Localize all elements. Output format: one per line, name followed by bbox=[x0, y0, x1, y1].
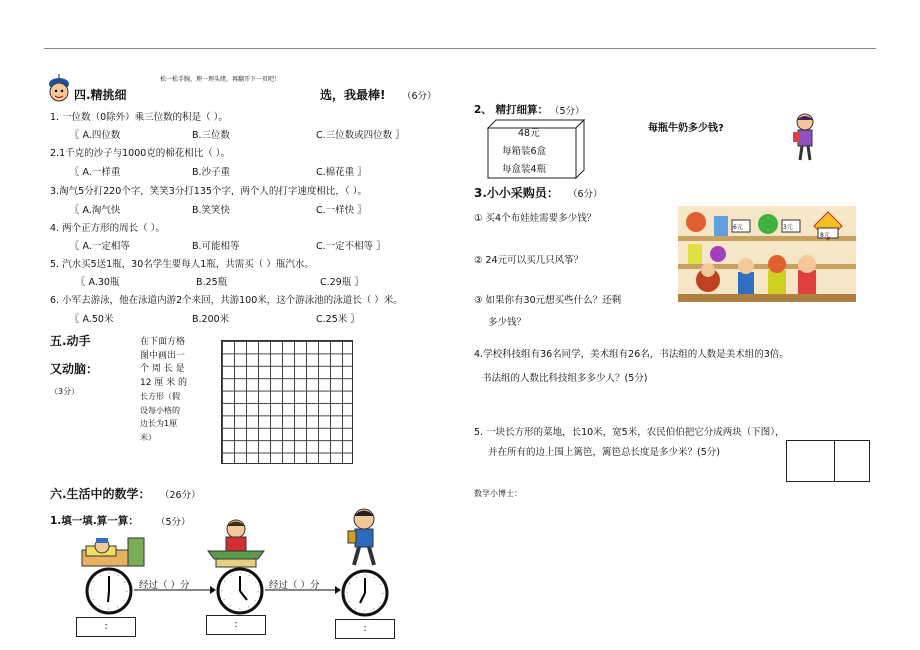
time-answer-box[interactable]: : bbox=[76, 617, 136, 637]
sec5-instr-line: 设每小格的 bbox=[140, 405, 180, 415]
r-q2-title: 2、 精打细算： bbox=[474, 104, 548, 116]
r-q3-3b: 多少钱？ bbox=[488, 317, 527, 328]
r-q3-1: ① 买4个布娃娃需要多少钱？ bbox=[474, 213, 597, 224]
shelf-price-tag-2: 3元 bbox=[783, 224, 793, 231]
sec6-sub1: 1.填一填.算一算： bbox=[50, 515, 139, 527]
kid-at-desk-icon bbox=[206, 517, 266, 569]
clock-icon bbox=[215, 566, 265, 616]
sec6-title: 六.生活中的数学： bbox=[50, 487, 151, 501]
shelf-price-tag-3: 8元 bbox=[820, 232, 830, 239]
q1-opt-a: 〖 A.四位数 bbox=[70, 130, 121, 141]
sec5-instr-line: 边长为1厘 bbox=[140, 419, 178, 428]
q4: 4. 两个正方形的周长（ ）。 bbox=[50, 223, 165, 234]
running-kid-icon bbox=[344, 507, 384, 571]
q5-opt-a: 〖 A.30瓶 bbox=[76, 277, 120, 288]
q4-opt-c: C.一定不相等 〗 bbox=[316, 241, 386, 252]
q5-opt-b: B.25瓶 bbox=[196, 277, 228, 288]
box-price: 48元 bbox=[518, 128, 540, 139]
toy-shop-shelf-image bbox=[678, 206, 856, 302]
r-q2-score: （5分） bbox=[550, 106, 585, 117]
r-q3-score: （6分） bbox=[568, 189, 603, 200]
top-rule bbox=[44, 48, 876, 49]
q2: 2.1千克的沙子与1000克的棉花相比（ ）。 bbox=[50, 148, 231, 159]
girl-icon bbox=[790, 112, 820, 162]
box-line2: 每盒装4瓶 bbox=[502, 164, 547, 175]
clock-icon bbox=[340, 568, 390, 618]
kid-head-icon bbox=[44, 74, 74, 104]
sec5-instructions bbox=[140, 336, 200, 444]
q5: 5. 汽水买5送1瓶，30名学生要每人1瓶，共需买（ ）瓶汽水。 bbox=[50, 259, 314, 270]
q6-opt-c: C.25米 〗 bbox=[316, 314, 360, 325]
elapsed-label-1: 经过（ ）分 bbox=[139, 580, 190, 591]
r-q3-title: 3.小小采购员： bbox=[474, 186, 559, 200]
field-divider bbox=[834, 441, 835, 481]
time-answer-box[interactable]: : bbox=[206, 615, 266, 635]
q6: 6. 小军去游泳，他在泳道内游2个来回，共游100米，这个游泳池的泳道长（ ）米。 bbox=[50, 295, 403, 306]
sec5-title2: 又动脑： bbox=[50, 362, 99, 376]
r-q3-3a: ③ 如果你有30元想买些什么？还剩 bbox=[474, 295, 622, 306]
q1-opt-b: B.三位数 bbox=[192, 130, 231, 141]
sec5-title1: 五.动手 bbox=[50, 334, 91, 348]
time-answer-box[interactable]: : bbox=[335, 619, 395, 639]
q4-opt-a: 〖 A.一定相等 bbox=[70, 241, 130, 252]
r-q5b: 并在所有的边上围上篱笆，篱笆总长度是多少米？(5分) bbox=[488, 447, 720, 458]
footer-label: 数学小博士： bbox=[474, 489, 522, 498]
q2-opt-c: C.棉花重 〗 bbox=[316, 167, 367, 178]
drawing-grid[interactable] bbox=[221, 340, 353, 464]
vegetable-field-diagram bbox=[786, 440, 870, 482]
top-note: 松一松手腕，理一理头绪，再翻开下一页吧！ bbox=[160, 76, 281, 83]
q3-opt-c: C.一样快 〗 bbox=[316, 205, 367, 216]
sec6-score: （26分） bbox=[160, 490, 201, 501]
milk-question: 每瓶牛奶多少钱? bbox=[648, 123, 724, 134]
r-q4b: 书法组的人数比科技组多多少人？(5分) bbox=[482, 373, 648, 384]
r-q5a: 5. 一块长方形的菜地，长10米，宽5米，农民伯伯把它分成两块（下图）， bbox=[474, 427, 785, 438]
q3-opt-a: 〖 A.淘气快 bbox=[70, 205, 121, 216]
sec6-sub1-score: （5分） bbox=[156, 517, 191, 528]
sec5-instr-line: 图中画出一 bbox=[140, 350, 186, 361]
clock-icon bbox=[84, 566, 134, 616]
r-q4a: 4.学校科技组有36名同学，美术组有26名，书法组的人数是美术组的3倍。 bbox=[474, 349, 789, 360]
sec5-score: （3分） bbox=[50, 387, 80, 396]
q1-opt-c: C.三位数或四位数 〗 bbox=[316, 130, 405, 141]
shelf-price-tag-1: 6元 bbox=[733, 224, 743, 231]
q4-opt-b: B.可能相等 bbox=[192, 241, 240, 252]
box-line1: 每箱装6盒 bbox=[502, 146, 547, 157]
sec5-instr-line: 12 厘 米 的 bbox=[140, 377, 188, 388]
q6-opt-a: 〖 A.50米 bbox=[70, 314, 114, 325]
q6-opt-b: B.200米 bbox=[192, 314, 230, 325]
q5-opt-c: C.29瓶 〗 bbox=[320, 277, 364, 288]
sec4-title-b: 选，我最棒! bbox=[320, 88, 386, 102]
sec5-instr-line: 在下面方格 bbox=[140, 337, 186, 347]
sec4-title-a: 四.精挑细 bbox=[74, 88, 127, 102]
q3-opt-b: B.笑笑快 bbox=[192, 205, 231, 216]
sec4-score: （6分） bbox=[402, 91, 437, 102]
sec5-instr-line: 米） bbox=[140, 432, 156, 442]
q2-opt-a: 〖 A.一样重 bbox=[70, 167, 121, 178]
q3: 3.淘气5分打220个字，笑笑3分打135个字，两个人的打字速度相比，（ ）。 bbox=[50, 186, 367, 197]
q2-opt-b: B.沙子重 bbox=[192, 167, 231, 178]
q1: 1. 一位数（0除外）乘三位数的积是（ ）。 bbox=[50, 112, 228, 123]
elapsed-label-2: 经过（ ）分 bbox=[269, 580, 320, 591]
sleeping-kid-icon bbox=[80, 536, 146, 570]
sec5-instr-line: 个 周 长 是 bbox=[140, 364, 185, 374]
sec5-instr-line: 长方形（假 bbox=[140, 392, 180, 401]
r-q3-2: ② 24元可以买几只风筝？ bbox=[474, 255, 584, 266]
